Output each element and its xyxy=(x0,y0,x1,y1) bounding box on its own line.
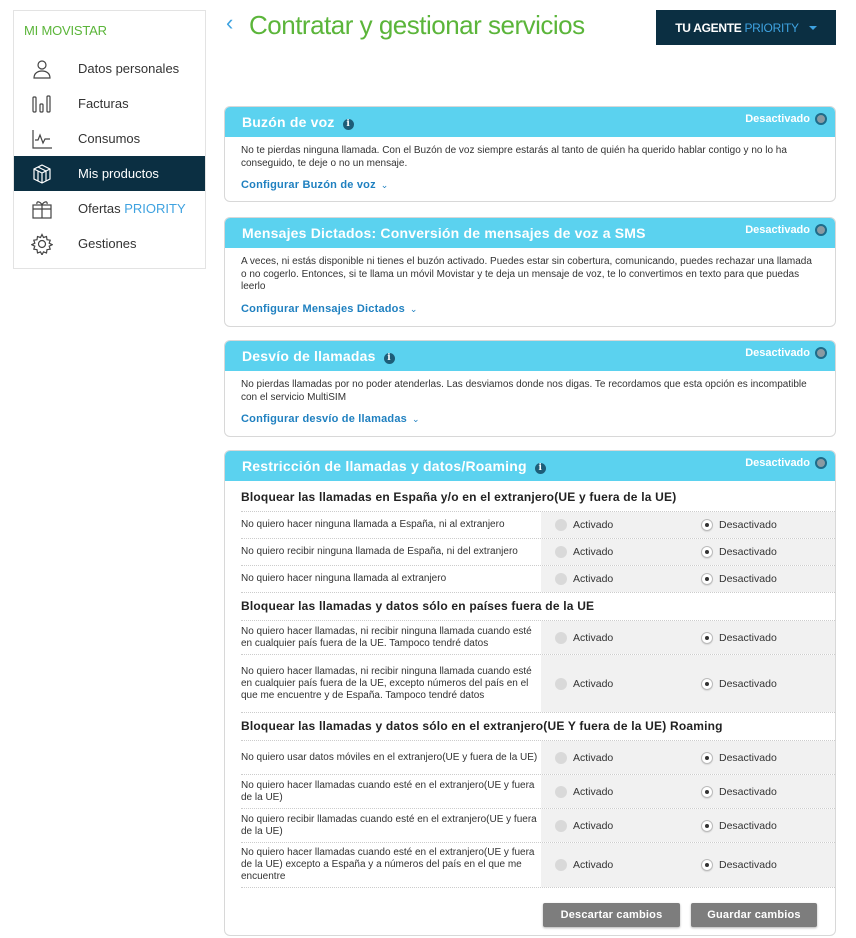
restriction-table xyxy=(225,481,835,888)
card-description: No te pierdas ninguna llamada. Con el Buzón de voz siempre estarás al tanto de quién ha querido hablar contigo y no lo ha conseguido, te deje o no un mensaje. xyxy=(241,145,787,169)
info-icon[interactable]: i xyxy=(384,353,395,364)
sidebar-item-label: Gestiones xyxy=(78,236,137,251)
radio-desactivado[interactable]: Desactivado xyxy=(701,678,777,690)
toggle-icon xyxy=(815,224,827,236)
radio-icon[interactable] xyxy=(555,786,567,798)
restriction-question: No quiero recibir llamadas cuando esté en el extranjero(UE y fuera de la UE) xyxy=(241,813,537,837)
gear-icon xyxy=(31,233,53,255)
sidebar-item-consumos[interactable] xyxy=(14,121,205,156)
chevron-down-icon: ⌄ xyxy=(409,303,418,314)
toggle-icon xyxy=(815,457,827,469)
activity-chart-icon xyxy=(31,128,53,150)
radio-icon[interactable] xyxy=(701,859,713,871)
radio-group xyxy=(541,843,835,887)
radio-icon[interactable] xyxy=(701,752,713,764)
toggle-icon xyxy=(815,113,827,125)
radio-icon[interactable] xyxy=(701,678,713,690)
radio-icon[interactable] xyxy=(701,573,713,585)
card-header xyxy=(225,341,835,371)
radio-group xyxy=(541,539,835,565)
restriction-question: No quiero hacer llamadas cuando esté en el extranjero(UE y fuera de la UE) xyxy=(241,779,535,803)
radio-group xyxy=(541,741,835,774)
status-label: Desactivado xyxy=(745,457,810,469)
toggle-icon xyxy=(815,347,827,359)
radio-icon[interactable] xyxy=(701,632,713,644)
sidebar-item-datos-personales[interactable] xyxy=(14,51,205,86)
service-card-desvio-de-llamadas xyxy=(224,340,836,437)
service-card-mensajes-dictados xyxy=(224,217,836,327)
save-changes-button[interactable]: Guardar cambios xyxy=(691,903,817,927)
sidebar-item-label: Consumos xyxy=(78,131,141,146)
card-title: Restricción de llamadas y datos/Roaming xyxy=(242,458,527,474)
radio-icon[interactable] xyxy=(555,546,567,558)
radio-activado[interactable]: Activado xyxy=(555,678,613,690)
restriction-row xyxy=(241,654,835,712)
radio-activado[interactable]: Activado xyxy=(555,573,613,585)
card-title: Desvío de llamadas xyxy=(242,348,376,364)
radio-group xyxy=(541,809,835,842)
radio-icon[interactable] xyxy=(701,786,713,798)
restriction-question: No quiero hacer ninguna llamada a España, ni al extranjero xyxy=(241,519,505,530)
sidebar-item-label: Datos personales xyxy=(78,61,180,76)
radio-icon[interactable] xyxy=(701,519,713,531)
radio-icon[interactable] xyxy=(701,820,713,832)
restriction-row xyxy=(241,808,835,842)
row-divider xyxy=(241,887,835,888)
radio-activado[interactable]: Activado xyxy=(555,546,613,558)
service-card-restriccion-roaming xyxy=(224,450,836,936)
agent-label: TU AGENTE xyxy=(675,20,742,35)
row-divider xyxy=(241,592,835,593)
section-heading: Bloquear las llamadas y datos sólo en el extranjero(UE Y fuera de la UE) Roaming xyxy=(241,719,723,733)
restriction-row xyxy=(241,511,835,538)
radio-activado[interactable]: Activado xyxy=(555,632,613,644)
restriction-question: No quiero hacer ninguna llamada al extranjero xyxy=(241,573,447,584)
radio-desactivado[interactable]: Desactivado xyxy=(701,752,777,764)
sidebar xyxy=(13,10,206,269)
restriction-row xyxy=(241,842,835,887)
configure-link[interactable]: Configurar Mensajes Dictados ⌄ xyxy=(241,302,418,315)
gift-icon xyxy=(31,198,53,220)
radio-group xyxy=(541,775,835,808)
radio-icon[interactable] xyxy=(555,573,567,585)
radio-desactivado[interactable]: Desactivado xyxy=(701,573,777,585)
restriction-row xyxy=(241,620,835,654)
radio-activado[interactable]: Activado xyxy=(555,786,613,798)
status-label: Desactivado xyxy=(745,224,810,236)
sidebar-item-label: Ofertas PRIORITY xyxy=(78,201,186,216)
sidebar-title: MI MOVISTAR xyxy=(24,23,107,38)
agent-priority-dropdown[interactable] xyxy=(656,10,836,45)
card-title: Buzón de voz xyxy=(242,114,335,130)
restriction-question: No quiero hacer llamadas, ni recibir ninguna llamada cuando esté en cualquier país fuera de la UE. Tampoco tendré datos xyxy=(241,625,532,649)
discard-changes-button[interactable]: Descartar cambios xyxy=(543,903,680,927)
radio-desactivado[interactable]: Desactivado xyxy=(701,546,777,558)
restriction-question: No quiero hacer llamadas cuando esté en el extranjero(UE y fuera de la UE) excepto a España y a números del país en el que me encuentre xyxy=(241,847,535,882)
service-toggle[interactable] xyxy=(745,224,827,236)
box-icon xyxy=(31,163,53,185)
sidebar-item-label: Facturas xyxy=(78,96,129,111)
card-header xyxy=(225,451,835,481)
sidebar-item-ofertas-priority[interactable] xyxy=(14,191,205,226)
section-heading: Bloquear las llamadas y datos sólo en países fuera de la UE xyxy=(241,599,595,613)
radio-desactivado[interactable]: Desactivado xyxy=(701,632,777,644)
chevron-down-icon: ⌄ xyxy=(380,180,389,190)
info-icon[interactable]: i xyxy=(535,463,546,474)
radio-icon[interactable] xyxy=(555,859,567,871)
restriction-question: No quiero usar datos móviles en el extranjero(UE y fuera de la UE) xyxy=(241,751,538,763)
radio-desactivado[interactable]: Desactivado xyxy=(701,519,777,531)
radio-group xyxy=(541,512,835,538)
caret-down-icon xyxy=(809,26,817,30)
action-buttons xyxy=(543,903,817,927)
radio-activado[interactable]: Activado xyxy=(555,752,613,764)
radio-activado[interactable]: Activado xyxy=(555,519,613,531)
status-label: Desactivado xyxy=(745,113,810,125)
radio-desactivado[interactable]: Desactivado xyxy=(701,859,777,871)
radio-desactivado[interactable]: Desactivado xyxy=(701,786,777,798)
restriction-question: No quiero hacer llamadas, ni recibir ninguna llamada cuando esté en cualquier país fuera de la UE, excepto números del país en el que me encuentre y de España. Tampoco tendré datos xyxy=(241,665,532,701)
radio-icon[interactable] xyxy=(701,546,713,558)
radio-icon[interactable] xyxy=(555,519,567,531)
sidebar-item-label: Mis productos xyxy=(78,166,159,181)
radio-group xyxy=(541,655,835,712)
restriction-row xyxy=(241,740,835,774)
radio-icon[interactable] xyxy=(555,820,567,832)
restriction-question: No quiero recibir ninguna llamada de España, ni del extranjero xyxy=(241,546,518,557)
service-toggle[interactable] xyxy=(745,457,827,469)
radio-group xyxy=(541,566,835,592)
configure-link[interactable]: Configurar Buzón de voz ⌄ xyxy=(241,179,389,191)
card-header xyxy=(225,107,835,137)
card-title: Mensajes Dictados: Conversión de mensajes de voz a SMS xyxy=(242,225,646,241)
page-title: Contratar y gestionar servicios xyxy=(249,10,585,40)
service-toggle[interactable] xyxy=(745,113,827,125)
bars-icon xyxy=(31,93,53,115)
restriction-row xyxy=(241,538,835,565)
service-card-buzon-de-voz xyxy=(224,106,836,202)
radio-icon[interactable] xyxy=(555,632,567,644)
row-divider xyxy=(241,712,835,713)
sidebar-item-facturas[interactable] xyxy=(14,86,205,121)
radio-group xyxy=(541,621,835,654)
restriction-row xyxy=(241,565,835,592)
radio-activado[interactable]: Activado xyxy=(555,820,613,832)
sidebar-item-mis-productos[interactable] xyxy=(14,156,205,191)
card-description: A veces, ni estás disponible ni tienes el buzón activado. Puedes estar sin cobertura, comunicando, puedes rechazar una llamada o no cogerlo. Entonces, si te llama un móvil Movistar y te deja un mensaje de voz, te lo convertimos en texto para que puedas leerlo xyxy=(241,256,812,292)
sidebar-item-gestiones[interactable] xyxy=(14,226,205,261)
radio-icon[interactable] xyxy=(555,752,567,764)
radio-activado[interactable]: Activado xyxy=(555,859,613,871)
agent-highlight: PRIORITY xyxy=(744,20,799,35)
user-icon xyxy=(31,58,53,80)
section-heading: Bloquear las llamadas en España y/o en el extranjero(UE y fuera de la UE) xyxy=(241,490,677,504)
restriction-row xyxy=(241,774,835,808)
info-icon[interactable]: i xyxy=(343,119,354,130)
radio-icon[interactable] xyxy=(555,678,567,690)
service-toggle[interactable] xyxy=(745,347,827,359)
card-header xyxy=(225,218,835,248)
status-label: Desactivado xyxy=(745,347,810,359)
radio-desactivado[interactable]: Desactivado xyxy=(701,820,777,832)
back-chevron-icon[interactable]: ‹ xyxy=(226,10,234,35)
card-description: No pierdas llamadas por no poder atenderlas. Las desviamos donde nos digas. Te recordamos que esta opción es incompatible con el servicio MultiSIM xyxy=(241,379,807,403)
configure-link[interactable]: Configurar desvío de llamadas ⌄ xyxy=(241,413,420,425)
chevron-down-icon: ⌄ xyxy=(411,414,420,424)
